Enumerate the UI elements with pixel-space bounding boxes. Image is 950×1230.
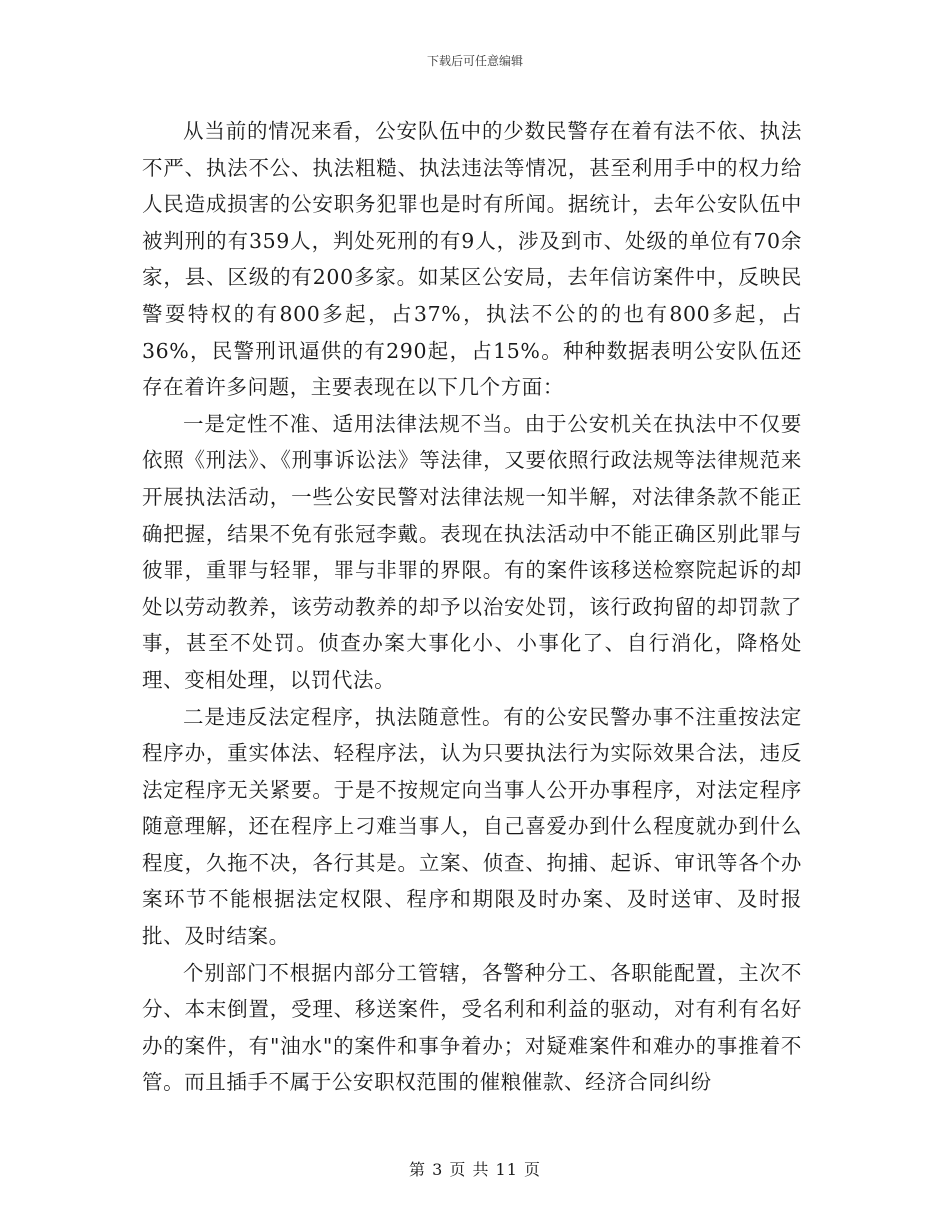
paragraph-departments: 个别部门不根据内部分工管辖，各警种分工、各职能配置，主次不分、本末倒置，受理、移送案件，受名利和利益的驱动，对有利有名好办的案件，有"油水"的案件和事争着办；对疑难案件和难办的事推着不管。而且插手不属于公安职权范围的催粮催款、经济合同纠纷 xyxy=(142,960,802,1095)
paragraph-issue-two: 二是违反法定程序，执法随意性。有的公安民警办事不注重按法定程序办，重实体法、轻程序法，认为只要执法行为实际效果合法，违反法定程序无关紧要。于是不按规定向当事人公开办事程序，对法定程序随意理解，还在程序上刁难当事人，自己喜爱办到什么程度就办到什么程度，久拖不决，各行其是。立案、侦查、拘捕、起诉、审讯等各个办案环节不能根据法定权限、程序和期限及时办案、及时送审、及时报批、及时结案。 xyxy=(142,704,802,949)
paragraph-issue-one: 一是定性不准、适用法律法规不当。由于公安机关在执法中不仅要依照《刑法》、《刑事诉讼法》等法律，又要依照行政法规等法律规范来开展执法活动，一些公安民警对法律法规一知半解，对法律条款不能正确把握，结果不免有张冠李戴。表现在执法活动中不能正确区别此罪与彼罪，重罪与轻罪，罪与非罪的界限。有的案件该移送检察院起诉的却处以劳动教养，该劳动教养的却予以治安处罚，该行政拘留的却罚款了事，甚至不处罚。侦查办案大事化小、小事化了、自行消化，降格处理、变相处理，以罚代法。 xyxy=(142,411,802,692)
page-number-footer: 第 3 页 共 11 页 xyxy=(409,1160,541,1179)
page-header: 下载后可任意编辑 xyxy=(426,54,523,68)
document-body xyxy=(142,113,802,1101)
paragraph-overview: 从当前的情况来看，公安队伍中的少数民警存在着有法不依、执法不严、执法不公、执法粗糙、执法违法等情况，甚至利用手中的权力给人民造成损害的公安职务犯罪也是时有所闻。据统计，去年公安队伍中被判刑的有359人，判处死刑的有9人，涉及到市、处级的单位有70余家，县、区级的有200多家。如某区公安局，去年信访案件中，反映民警耍特权的有800多起，占37%，执法不公的的也有800多起，占36%，民警刑讯逼供的有290起，占15%。种种数据表明公安队伍还存在着许多问题，主要表现在以下几个方面： xyxy=(142,119,802,400)
